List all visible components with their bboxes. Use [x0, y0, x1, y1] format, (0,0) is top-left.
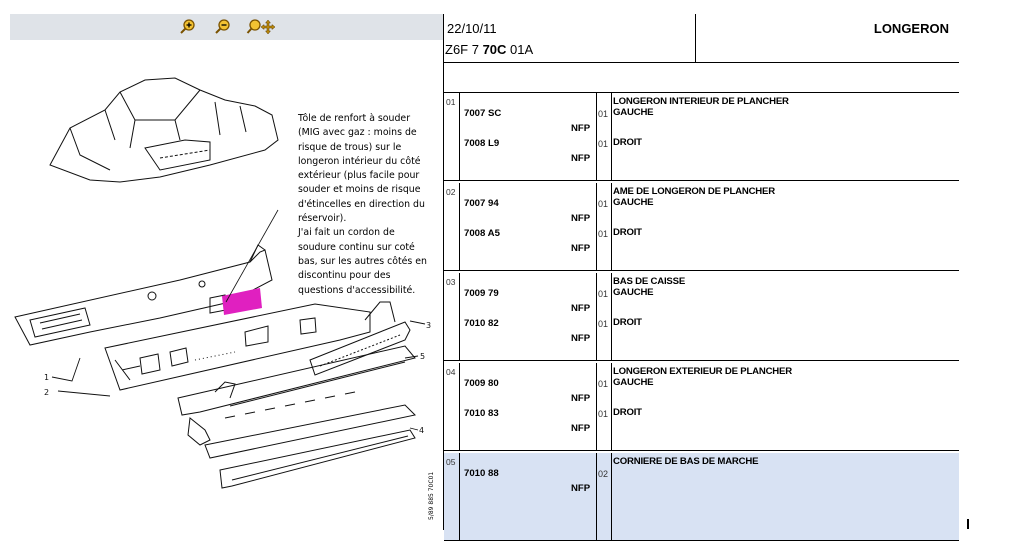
annotation-line: souder et moins de risque: [298, 184, 421, 196]
part-quantity: 01: [598, 199, 609, 209]
part-quantity: 01: [598, 409, 609, 419]
part-quantity: 01: [598, 319, 609, 329]
nfp-flag: NFP: [571, 333, 591, 344]
callout-4: 4: [419, 426, 425, 435]
part-group-02[interactable]: [444, 183, 959, 270]
callout-2: 2: [44, 388, 50, 397]
annotation-line: bas, sur les autres côtés en: [298, 255, 427, 267]
annotation-line: réservoir).: [298, 213, 347, 225]
part-side: GAUCHE: [613, 287, 654, 298]
nfp-flag: NFP: [571, 123, 591, 134]
column-divider: [596, 273, 597, 360]
annotation-line: questions d'accessibilité.: [298, 284, 416, 296]
part-side: DROIT: [613, 227, 642, 238]
column-divider: [596, 363, 597, 450]
part-reference[interactable]: 7009 80: [464, 378, 499, 389]
header-code: Z6F 7 70C 01A: [445, 42, 534, 57]
part-group-03[interactable]: [444, 273, 959, 360]
part-quantity: 01: [598, 109, 609, 119]
page-title: LONGERON: [873, 21, 949, 36]
column-divider: [459, 453, 460, 540]
part-reference[interactable]: 7009 79: [464, 288, 499, 299]
column-divider: [596, 93, 597, 180]
part-reference[interactable]: 7008 A5: [464, 228, 500, 239]
nfp-flag: NFP: [571, 153, 591, 164]
part-quantity: 01: [598, 139, 609, 149]
nfp-flag: NFP: [571, 483, 591, 494]
part-quantity: 02: [598, 469, 609, 479]
annotation-line: soudure continu sur coté: [298, 241, 415, 253]
group-description: CORNIERE DE BAS DE MARCHE: [613, 456, 759, 467]
part-reference[interactable]: 7008 L9: [464, 138, 500, 149]
group-separator: [444, 360, 959, 361]
group-separator: [444, 270, 959, 271]
column-divider: [596, 183, 597, 270]
annotation-line: discontinu pour des: [298, 270, 391, 282]
column-divider: [459, 183, 460, 270]
header-date: 22/10/11: [447, 21, 497, 36]
group-number: 05: [446, 457, 456, 467]
part-reference[interactable]: 7010 88: [464, 468, 499, 479]
part-group-04[interactable]: [444, 363, 959, 450]
part-side: GAUCHE: [613, 377, 654, 388]
column-divider: [611, 93, 612, 180]
zoom-toolbar: [10, 14, 443, 40]
part-quantity: 01: [598, 379, 609, 389]
nfp-flag: NFP: [571, 243, 591, 254]
part-quantity: 01: [598, 289, 609, 299]
nfp-flag: NFP: [571, 393, 591, 404]
part-quantity: 01: [598, 229, 609, 239]
part-side: GAUCHE: [613, 197, 654, 208]
group-separator: [444, 450, 959, 451]
nfp-flag: NFP: [571, 423, 591, 434]
nfp-flag: NFP: [571, 303, 591, 314]
part-reference[interactable]: 7007 SC: [464, 108, 502, 119]
part-side: DROIT: [613, 317, 642, 328]
annotation-note: [298, 112, 443, 298]
part-reference[interactable]: 7010 83: [464, 408, 499, 419]
callout-5: 5: [420, 352, 426, 361]
zoom-in-icon[interactable]: [178, 18, 198, 36]
part-side: DROIT: [613, 407, 642, 418]
part-group-01[interactable]: [444, 93, 959, 180]
group-description: BAS DE CAISSE: [613, 276, 686, 287]
part-reference[interactable]: 7010 82: [464, 318, 499, 329]
column-divider: [611, 273, 612, 360]
group-description: LONGERON INTERIEUR DE PLANCHER: [613, 96, 789, 107]
header-divider: [695, 14, 696, 62]
reinforcement-plate-highlight: [222, 288, 262, 315]
group-separator: [444, 180, 959, 181]
column-divider: [611, 453, 612, 540]
annotation-line: extérieur (plus facile pour: [298, 170, 420, 182]
diagram-reference-code: 5/89 885 70C01: [428, 471, 435, 520]
column-divider: [611, 183, 612, 270]
car-body-illustration: [50, 78, 278, 182]
group-description: AME DE LONGERON DE PLANCHER: [613, 186, 775, 197]
annotation-line: longeron intérieur du côté: [298, 155, 421, 167]
callout-leaders: [52, 321, 425, 430]
annotation-line: d'étincelles en direction du: [298, 198, 425, 210]
annotation-line: J'ai fait un cordon de: [298, 227, 395, 239]
part-2-web: [105, 304, 370, 390]
column-divider: [459, 93, 460, 180]
column-divider: [611, 363, 612, 450]
column-divider: [596, 453, 597, 540]
column-divider: [459, 363, 460, 450]
part-4-corniere: [205, 405, 415, 488]
zoom-out-icon[interactable]: [213, 18, 233, 36]
zoom-pan-icon[interactable]: [246, 18, 276, 36]
part-side: DROIT: [613, 137, 642, 148]
diagram-pane: [10, 14, 443, 530]
group-number: 03: [446, 277, 456, 287]
part-group-05[interactable]: [444, 453, 959, 540]
callout-3: 3: [426, 321, 432, 330]
nfp-flag: NFP: [571, 213, 591, 224]
part-side: GAUCHE: [613, 107, 654, 118]
annotation-line: risque de trous) sur le: [298, 141, 402, 153]
group-number: 04: [446, 367, 456, 377]
group-number: 02: [446, 187, 456, 197]
callout-1: 1: [44, 373, 50, 382]
column-divider: [459, 273, 460, 360]
parts-list-pane: [443, 14, 959, 530]
part-5-outer-longeron: [178, 346, 415, 445]
part-reference[interactable]: 7007 94: [464, 198, 499, 209]
annotation-line: (MIG avec gaz : moins de: [298, 127, 417, 139]
text-cursor: [967, 519, 969, 529]
annotation-line: Tôle de renfort à souder: [298, 113, 411, 124]
group-description: LONGERON EXTERIEUR DE PLANCHER: [613, 366, 792, 377]
header-rule: [444, 62, 959, 63]
group-number: 01: [446, 97, 456, 107]
